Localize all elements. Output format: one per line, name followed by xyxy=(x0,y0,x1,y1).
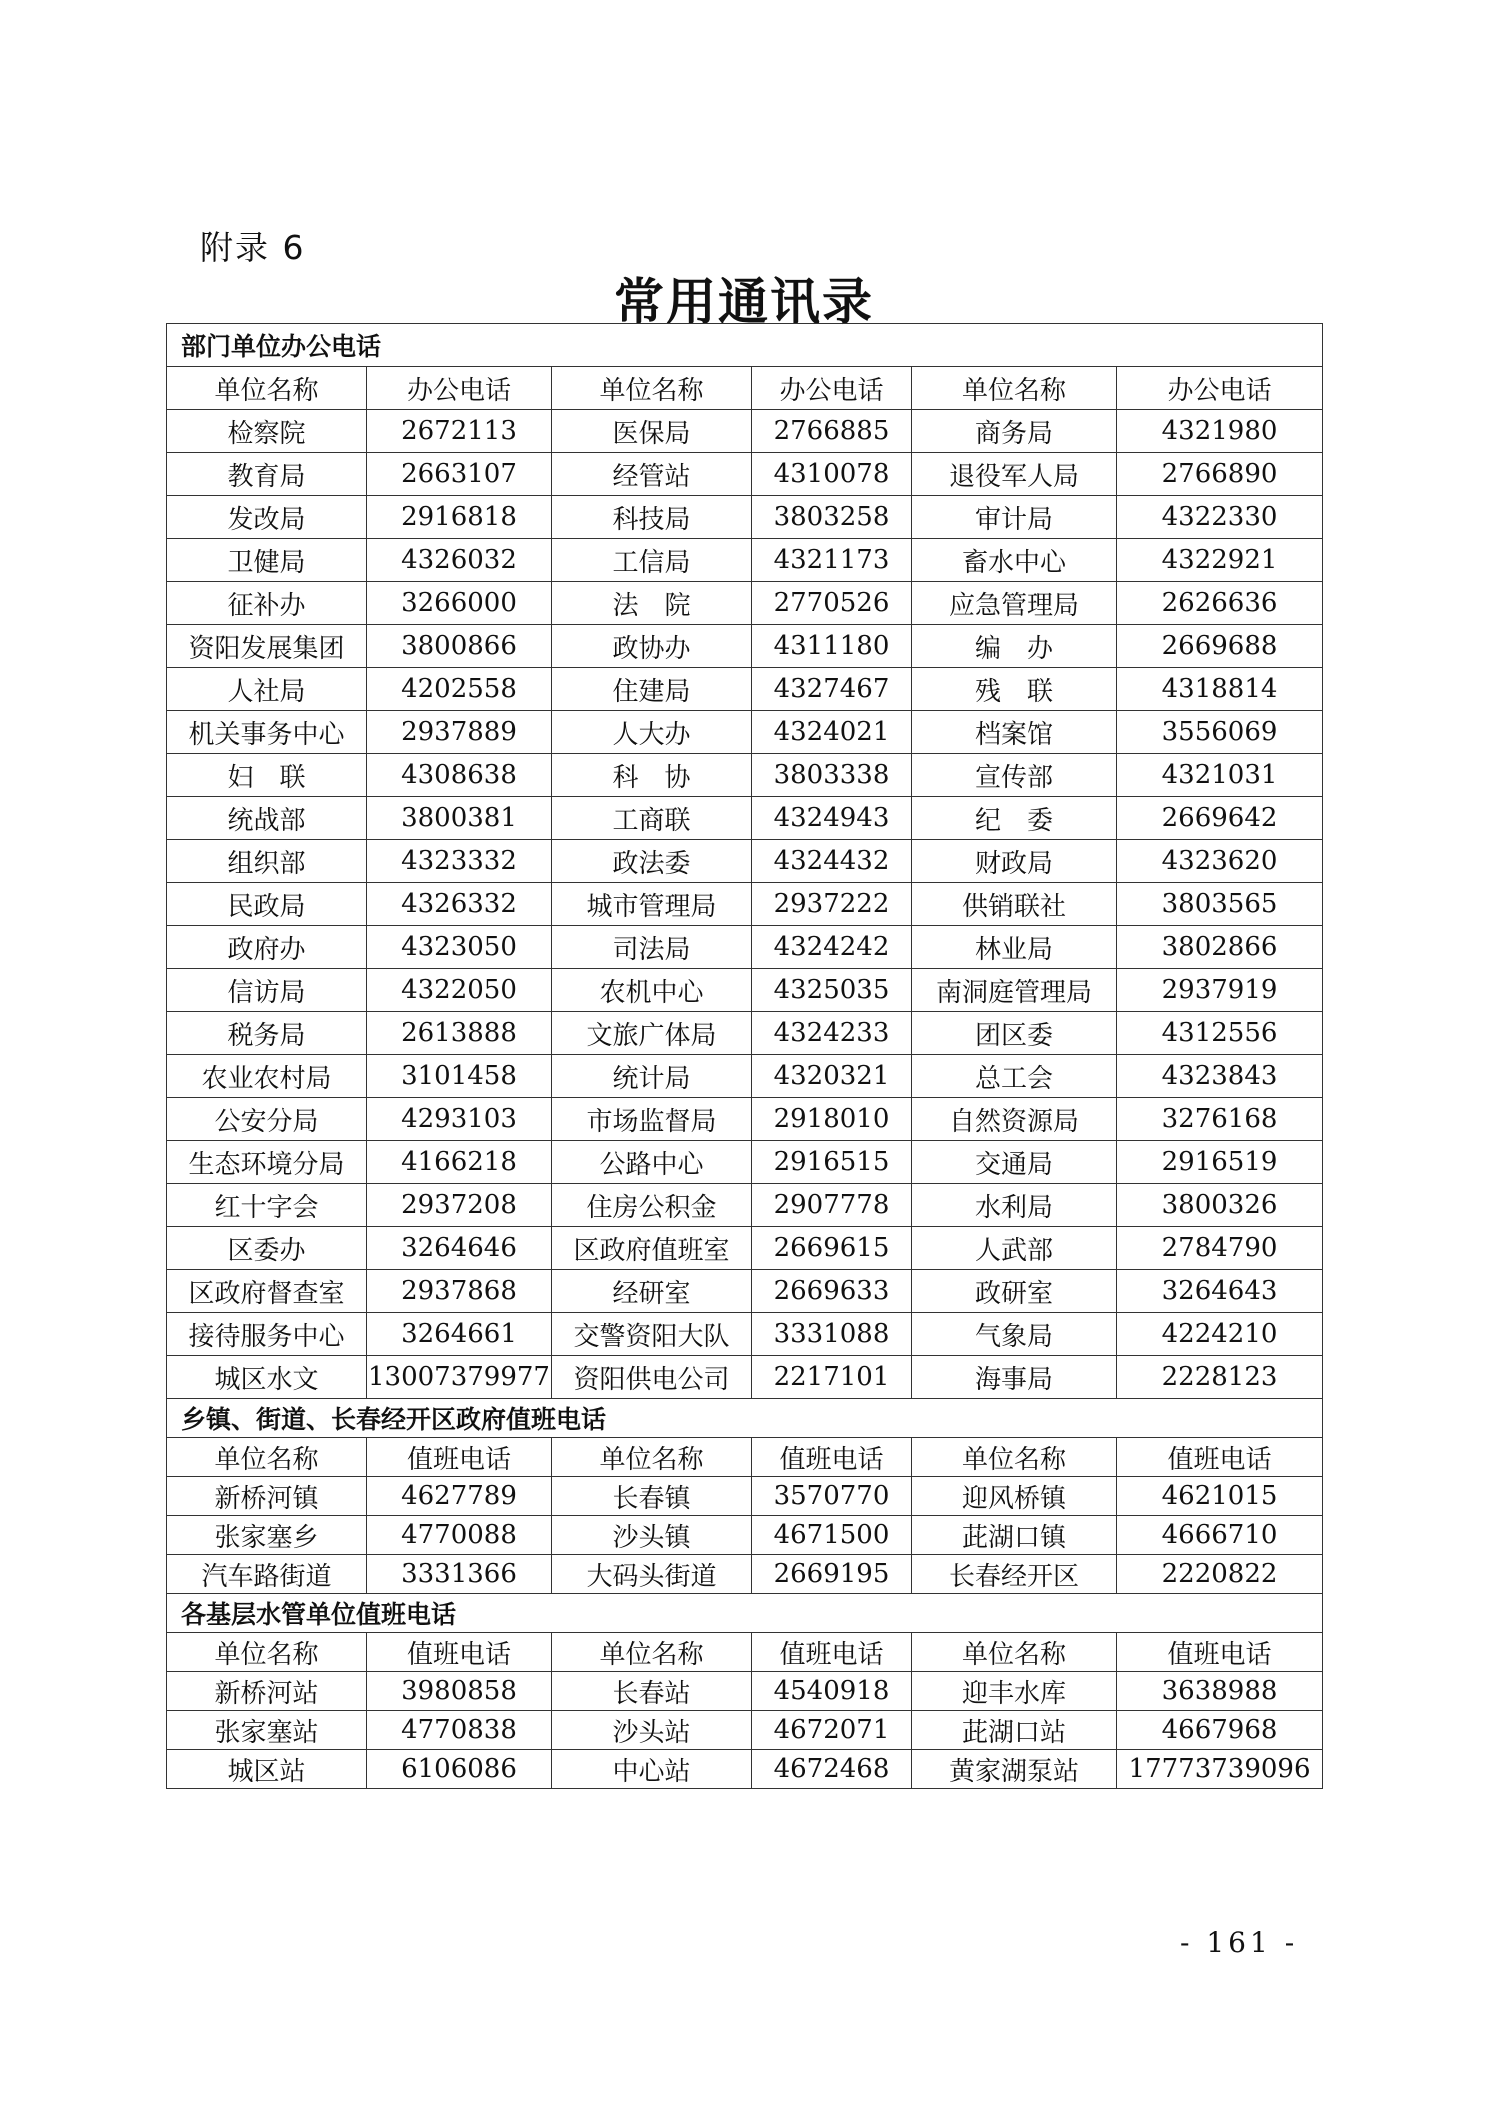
phone-number-cell: 2937208 xyxy=(367,1184,552,1227)
unit-name-cell: 编 办 xyxy=(912,625,1117,668)
unit-name-cell: 财政局 xyxy=(912,840,1117,883)
phone-number-cell: 2217101 xyxy=(752,1356,912,1399)
page-number: - 161 - xyxy=(1180,1926,1299,1959)
phone-number-cell: 4540918 xyxy=(752,1672,912,1711)
phone-number-cell: 4324242 xyxy=(752,926,912,969)
phone-number-cell: 2916818 xyxy=(367,496,552,539)
table-row xyxy=(167,1012,1323,1055)
phone-number-cell: 4321980 xyxy=(1117,410,1323,453)
section-heading-row xyxy=(167,1399,1323,1438)
unit-name-cell: 沙头镇 xyxy=(552,1516,752,1555)
phone-number-cell: 2766890 xyxy=(1117,453,1323,496)
unit-name-cell: 资阳发展集团 xyxy=(167,625,367,668)
unit-name-cell: 林业局 xyxy=(912,926,1117,969)
unit-name-cell: 公路中心 xyxy=(552,1141,752,1184)
unit-name-cell: 机关事务中心 xyxy=(167,711,367,754)
unit-name-cell: 市场监督局 xyxy=(552,1098,752,1141)
unit-name-cell: 政协办 xyxy=(552,625,752,668)
table-row xyxy=(167,1711,1323,1750)
phone-number-cell: 4323050 xyxy=(367,926,552,969)
phone-number-cell: 2669615 xyxy=(752,1227,912,1270)
phone-number-cell: 4324943 xyxy=(752,797,912,840)
phone-number-cell: 4311180 xyxy=(752,625,912,668)
phone-number-cell: 3800381 xyxy=(367,797,552,840)
table-row xyxy=(167,539,1323,582)
unit-name-cell: 科技局 xyxy=(552,496,752,539)
phone-number-cell: 3980858 xyxy=(367,1672,552,1711)
phone-number-cell: 3266000 xyxy=(367,582,552,625)
column-header-phone: 办公电话 xyxy=(752,367,912,410)
column-header-phone: 值班电话 xyxy=(367,1438,552,1477)
unit-name-cell: 经管站 xyxy=(552,453,752,496)
unit-name-cell: 司法局 xyxy=(552,926,752,969)
phone-number-cell: 2770526 xyxy=(752,582,912,625)
phone-number-cell: 2220822 xyxy=(1117,1555,1323,1594)
phone-number-cell: 4320321 xyxy=(752,1055,912,1098)
unit-name-cell: 红十字会 xyxy=(167,1184,367,1227)
unit-name-cell: 城区站 xyxy=(167,1750,367,1789)
phone-number-cell: 4322921 xyxy=(1117,539,1323,582)
unit-name-cell: 资阳供电公司 xyxy=(552,1356,752,1399)
unit-name-cell: 统战部 xyxy=(167,797,367,840)
unit-name-cell: 退役军人局 xyxy=(912,453,1117,496)
table-row xyxy=(167,582,1323,625)
phone-number-cell: 3331088 xyxy=(752,1313,912,1356)
unit-name-cell: 新桥河镇 xyxy=(167,1477,367,1516)
column-header-row xyxy=(167,1438,1323,1477)
unit-name-cell: 交警资阳大队 xyxy=(552,1313,752,1356)
unit-name-cell: 公安分局 xyxy=(167,1098,367,1141)
phone-number-cell: 3803565 xyxy=(1117,883,1323,926)
unit-name-cell: 农机中心 xyxy=(552,969,752,1012)
unit-name-cell: 大码头街道 xyxy=(552,1555,752,1594)
page-title: 常用通讯录 xyxy=(614,272,874,331)
unit-name-cell: 教育局 xyxy=(167,453,367,496)
column-header-row xyxy=(167,1633,1323,1672)
directory-table xyxy=(166,323,1323,1789)
phone-number-cell: 2784790 xyxy=(1117,1227,1323,1270)
phone-number-cell: 4293103 xyxy=(367,1098,552,1141)
phone-number-cell: 3556069 xyxy=(1117,711,1323,754)
table-row xyxy=(167,453,1323,496)
phone-number-cell: 3264643 xyxy=(1117,1270,1323,1313)
table-row xyxy=(167,711,1323,754)
phone-number-cell: 4667968 xyxy=(1117,1711,1323,1750)
unit-name-cell: 总工会 xyxy=(912,1055,1117,1098)
unit-name-cell: 商务局 xyxy=(912,410,1117,453)
unit-name-cell: 人社局 xyxy=(167,668,367,711)
phone-number-cell: 4770838 xyxy=(367,1711,552,1750)
phone-number-cell: 4324432 xyxy=(752,840,912,883)
table-row xyxy=(167,1516,1323,1555)
unit-name-cell: 农业农村局 xyxy=(167,1055,367,1098)
phone-number-cell: 2766885 xyxy=(752,410,912,453)
phone-number-cell: 4318814 xyxy=(1117,668,1323,711)
phone-number-cell: 3803258 xyxy=(752,496,912,539)
unit-name-cell: 城市管理局 xyxy=(552,883,752,926)
section-heading: 各基层水管单位值班电话 xyxy=(167,1594,1323,1633)
table-row xyxy=(167,883,1323,926)
column-header-unit: 单位名称 xyxy=(167,1633,367,1672)
unit-name-cell: 张家塞乡 xyxy=(167,1516,367,1555)
unit-name-cell: 宣传部 xyxy=(912,754,1117,797)
column-header-unit: 单位名称 xyxy=(552,1438,752,1477)
table-row xyxy=(167,1184,1323,1227)
table-row xyxy=(167,1098,1323,1141)
phone-number-cell: 4770088 xyxy=(367,1516,552,1555)
unit-name-cell: 法 院 xyxy=(552,582,752,625)
phone-number-cell: 4310078 xyxy=(752,453,912,496)
phone-number-cell: 3800326 xyxy=(1117,1184,1323,1227)
unit-name-cell: 生态环境分局 xyxy=(167,1141,367,1184)
unit-name-cell: 沙头站 xyxy=(552,1711,752,1750)
table-row xyxy=(167,969,1323,1012)
unit-name-cell: 政研室 xyxy=(912,1270,1117,1313)
phone-number-cell: 4202558 xyxy=(367,668,552,711)
unit-name-cell: 组织部 xyxy=(167,840,367,883)
table-row xyxy=(167,754,1323,797)
table-row xyxy=(167,1055,1323,1098)
table-row xyxy=(167,840,1323,883)
table-row xyxy=(167,1477,1323,1516)
phone-number-cell: 3803338 xyxy=(752,754,912,797)
unit-name-cell: 中心站 xyxy=(552,1750,752,1789)
column-header-phone: 办公电话 xyxy=(367,367,552,410)
phone-number-cell: 2669642 xyxy=(1117,797,1323,840)
section-heading-row xyxy=(167,324,1323,367)
phone-number-cell: 4672071 xyxy=(752,1711,912,1750)
phone-number-cell: 13007379977 xyxy=(367,1356,552,1399)
unit-name-cell: 汽车路街道 xyxy=(167,1555,367,1594)
phone-number-cell: 2907778 xyxy=(752,1184,912,1227)
unit-name-cell: 残 联 xyxy=(912,668,1117,711)
column-header-unit: 单位名称 xyxy=(167,1438,367,1477)
phone-number-cell: 4324021 xyxy=(752,711,912,754)
phone-number-cell: 2669195 xyxy=(752,1555,912,1594)
unit-name-cell: 经研室 xyxy=(552,1270,752,1313)
column-header-unit: 单位名称 xyxy=(912,1438,1117,1477)
phone-number-cell: 4321173 xyxy=(752,539,912,582)
column-header-unit: 单位名称 xyxy=(167,367,367,410)
unit-name-cell: 气象局 xyxy=(912,1313,1117,1356)
unit-name-cell: 茈湖口站 xyxy=(912,1711,1117,1750)
unit-name-cell: 接待服务中心 xyxy=(167,1313,367,1356)
unit-name-cell: 新桥河站 xyxy=(167,1672,367,1711)
unit-name-cell: 政府办 xyxy=(167,926,367,969)
table-row xyxy=(167,1227,1323,1270)
unit-name-cell: 区政府督查室 xyxy=(167,1270,367,1313)
table-row xyxy=(167,668,1323,711)
unit-name-cell: 政法委 xyxy=(552,840,752,883)
column-header-unit: 单位名称 xyxy=(552,367,752,410)
phone-number-cell: 4627789 xyxy=(367,1477,552,1516)
phone-number-cell: 3800866 xyxy=(367,625,552,668)
phone-number-cell: 4325035 xyxy=(752,969,912,1012)
phone-number-cell: 2937919 xyxy=(1117,969,1323,1012)
column-header-phone: 办公电话 xyxy=(1117,367,1323,410)
phone-number-cell: 2916515 xyxy=(752,1141,912,1184)
phone-number-cell: 3802866 xyxy=(1117,926,1323,969)
phone-number-cell: 2669633 xyxy=(752,1270,912,1313)
phone-number-cell: 4621015 xyxy=(1117,1477,1323,1516)
phone-number-cell: 4326332 xyxy=(367,883,552,926)
phone-number-cell: 4224210 xyxy=(1117,1313,1323,1356)
phone-number-cell: 3570770 xyxy=(752,1477,912,1516)
unit-name-cell: 档案馆 xyxy=(912,711,1117,754)
table-row xyxy=(167,1672,1323,1711)
phone-number-cell: 4322330 xyxy=(1117,496,1323,539)
unit-name-cell: 长春站 xyxy=(552,1672,752,1711)
table-row xyxy=(167,1270,1323,1313)
phone-number-cell: 2672113 xyxy=(367,410,552,453)
unit-name-cell: 纪 委 xyxy=(912,797,1117,840)
unit-name-cell: 区委办 xyxy=(167,1227,367,1270)
phone-number-cell: 3276168 xyxy=(1117,1098,1323,1141)
phone-number-cell: 3331366 xyxy=(367,1555,552,1594)
phone-number-cell: 2626636 xyxy=(1117,582,1323,625)
column-header-row xyxy=(167,367,1323,410)
phone-number-cell: 4323332 xyxy=(367,840,552,883)
phone-number-cell: 4327467 xyxy=(752,668,912,711)
unit-name-cell: 民政局 xyxy=(167,883,367,926)
unit-name-cell: 科 协 xyxy=(552,754,752,797)
phone-number-cell: 4672468 xyxy=(752,1750,912,1789)
section-heading-row xyxy=(167,1594,1323,1633)
unit-name-cell: 人大办 xyxy=(552,711,752,754)
column-header-phone: 值班电话 xyxy=(752,1438,912,1477)
phone-number-cell: 6106086 xyxy=(367,1750,552,1789)
unit-name-cell: 黄家湖泵站 xyxy=(912,1750,1117,1789)
phone-number-cell: 4324233 xyxy=(752,1012,912,1055)
column-header-phone: 值班电话 xyxy=(1117,1633,1323,1672)
phone-number-cell: 4666710 xyxy=(1117,1516,1323,1555)
unit-name-cell: 妇 联 xyxy=(167,754,367,797)
unit-name-cell: 征补办 xyxy=(167,582,367,625)
column-header-phone: 值班电话 xyxy=(367,1633,552,1672)
phone-number-cell: 2613888 xyxy=(367,1012,552,1055)
phone-number-cell: 3101458 xyxy=(367,1055,552,1098)
phone-number-cell: 4322050 xyxy=(367,969,552,1012)
table-row xyxy=(167,1141,1323,1184)
unit-name-cell: 应急管理局 xyxy=(912,582,1117,625)
column-header-unit: 单位名称 xyxy=(552,1633,752,1672)
column-header-unit: 单位名称 xyxy=(912,367,1117,410)
appendix-label: 附录 6 xyxy=(200,228,306,267)
column-header-unit: 单位名称 xyxy=(912,1633,1117,1672)
phone-number-cell: 4323620 xyxy=(1117,840,1323,883)
phone-number-cell: 2937889 xyxy=(367,711,552,754)
phone-number-cell: 4166218 xyxy=(367,1141,552,1184)
table-row xyxy=(167,1313,1323,1356)
section-heading: 部门单位办公电话 xyxy=(167,324,1323,367)
unit-name-cell: 自然资源局 xyxy=(912,1098,1117,1141)
table-row xyxy=(167,625,1323,668)
phone-number-cell: 2937868 xyxy=(367,1270,552,1313)
phone-number-cell: 17773739096 xyxy=(1117,1750,1323,1789)
table-row xyxy=(167,496,1323,539)
unit-name-cell: 文旅广体局 xyxy=(552,1012,752,1055)
unit-name-cell: 住建局 xyxy=(552,668,752,711)
unit-name-cell: 南洞庭管理局 xyxy=(912,969,1117,1012)
unit-name-cell: 水利局 xyxy=(912,1184,1117,1227)
phone-number-cell: 3638988 xyxy=(1117,1672,1323,1711)
phone-number-cell: 4321031 xyxy=(1117,754,1323,797)
unit-name-cell: 团区委 xyxy=(912,1012,1117,1055)
unit-name-cell: 统计局 xyxy=(552,1055,752,1098)
phone-number-cell: 2669688 xyxy=(1117,625,1323,668)
table-row xyxy=(167,1356,1323,1399)
phone-number-cell: 4323843 xyxy=(1117,1055,1323,1098)
section-heading: 乡镇、街道、长春经开区政府值班电话 xyxy=(167,1399,1323,1438)
unit-name-cell: 审计局 xyxy=(912,496,1117,539)
unit-name-cell: 卫健局 xyxy=(167,539,367,582)
unit-name-cell: 畜水中心 xyxy=(912,539,1117,582)
column-header-phone: 值班电话 xyxy=(1117,1438,1323,1477)
table-row xyxy=(167,926,1323,969)
phone-number-cell: 3264661 xyxy=(367,1313,552,1356)
phone-number-cell: 2228123 xyxy=(1117,1356,1323,1399)
unit-name-cell: 长春镇 xyxy=(552,1477,752,1516)
phone-number-cell: 3264646 xyxy=(367,1227,552,1270)
column-header-phone: 值班电话 xyxy=(752,1633,912,1672)
unit-name-cell: 迎风桥镇 xyxy=(912,1477,1117,1516)
unit-name-cell: 交通局 xyxy=(912,1141,1117,1184)
phone-number-cell: 2916519 xyxy=(1117,1141,1323,1184)
phone-number-cell: 2937222 xyxy=(752,883,912,926)
phone-number-cell: 2918010 xyxy=(752,1098,912,1141)
unit-name-cell: 长春经开区 xyxy=(912,1555,1117,1594)
unit-name-cell: 区政府值班室 xyxy=(552,1227,752,1270)
unit-name-cell: 张家塞站 xyxy=(167,1711,367,1750)
phone-number-cell: 4308638 xyxy=(367,754,552,797)
unit-name-cell: 城区水文 xyxy=(167,1356,367,1399)
unit-name-cell: 信访局 xyxy=(167,969,367,1012)
phone-number-cell: 4312556 xyxy=(1117,1012,1323,1055)
unit-name-cell: 发改局 xyxy=(167,496,367,539)
unit-name-cell: 海事局 xyxy=(912,1356,1117,1399)
phone-number-cell: 4671500 xyxy=(752,1516,912,1555)
table-row xyxy=(167,1750,1323,1789)
unit-name-cell: 住房公积金 xyxy=(552,1184,752,1227)
unit-name-cell: 税务局 xyxy=(167,1012,367,1055)
table-row xyxy=(167,797,1323,840)
unit-name-cell: 迎丰水库 xyxy=(912,1672,1117,1711)
phone-number-cell: 4326032 xyxy=(367,539,552,582)
unit-name-cell: 人武部 xyxy=(912,1227,1117,1270)
table-row xyxy=(167,1555,1323,1594)
unit-name-cell: 供销联社 xyxy=(912,883,1117,926)
unit-name-cell: 茈湖口镇 xyxy=(912,1516,1117,1555)
unit-name-cell: 工商联 xyxy=(552,797,752,840)
table-row xyxy=(167,410,1323,453)
unit-name-cell: 工信局 xyxy=(552,539,752,582)
phone-number-cell: 2663107 xyxy=(367,453,552,496)
unit-name-cell: 检察院 xyxy=(167,410,367,453)
unit-name-cell: 医保局 xyxy=(552,410,752,453)
